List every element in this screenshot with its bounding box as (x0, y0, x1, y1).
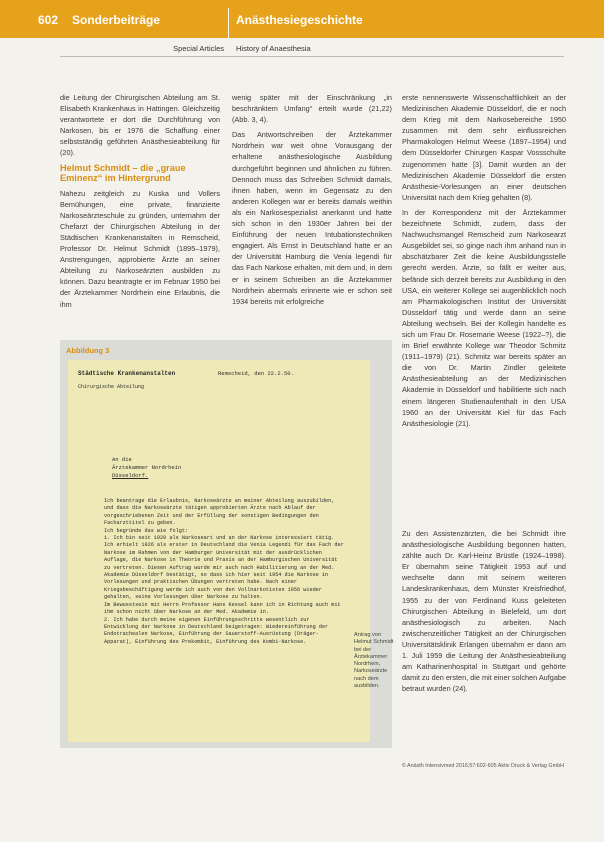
text-column-2 (232, 92, 392, 311)
paragraph: erste nennenswerte Wissenschaftlichkeit an der Medizinischen Akademie Düsseldorf, die er noch dem Krieg mit dem Narkosebereiche 1950 zusammen mit dem sehr einflussreichen Pharmakologen Helmut Weese (1897–1954) und dem Düsseldorfer Chirurgen Kaspar Vossschulte zugenommen hatte [3]. Damit wurden an der Medizinischen Akademie Düsseldorf die ersten Anästhesie-Vorlesungen an einer deutschen Universität nach dem Krieg gehalten (8). (402, 93, 566, 202)
figure-box (60, 340, 392, 748)
section-title: Sonderbeiträge (72, 13, 161, 27)
topic-subtitle: History of Anaesthesia (236, 44, 311, 53)
page-header (0, 0, 604, 38)
letter-scan (68, 360, 370, 742)
figure-label: Abbildung 3 (66, 346, 110, 355)
topic-title: Anästhesiegeschichte (236, 13, 363, 27)
paragraph: wenig später mit der Einschränkung „in beschränktem Umfang“ erteilt wurde (21,22) (Abb. 3, 4). (232, 93, 392, 125)
letter-date: Remscheid, den 22.2.50. (218, 370, 294, 377)
text-column-3 (402, 92, 566, 433)
header-divider (228, 8, 229, 38)
paragraph: die Leitung der Chirurgischen Abteilung am St. Elisabeth Krankenhaus in Hattingen. Gleichzeitig verantwortete er dort die Durchführung von Narkosen, bis er 1976 die Schaffung einer selbstständig geführten Anästhesieabteilung für (20). (60, 93, 220, 158)
paragraph: In der Korrespondenz mit der Ärztekammer bezeichnete Schmidt, zudem, dass der Nachwuchsmangel Remscheid zum Narkosearzt Ausgebildet sei, so ginge nach ihm anhand nun in abschätzbarer Zeit die keine Ausbildungsstelle gerecht werden. Ärzte, so fällt er weiter aus, befände sich derzeit bereits zur Ausbildung in den USA, ein weiterer Kollege sei augenblicklich noch am Pharmakologischen Institut der Universität Düsseldorf tätig und werde dann an seine Abteilung wechseln. Bei der Kollegin handelte es sich um Frau Dr. Rosemarie Weese (1922–?), die im Brief erwähnte Kollege war Theodor Schmitz (1911–1979) (21). Schmitz war bereits später an die von Dr. Martin Zindler geleitete Anästhesieabteilung an der Medizinischen Akademie in Düsseldorf und habilitierte sich nach einem längeren Studienaufenthalt in den USA 1960 an der Universität Kiel für das Fach Anästhesiologie (21). (402, 207, 566, 428)
letter-body: Ich beantrage die Erlaubnis, Narkoseärzte an meiner Abteilung auszubilden, und dass die Narkoseärzte tätigen approbierten Ärzte nach Ablauf der vorgeschriebenen Zeit und der Erfüllung der sonstigen Bedingungen den Facharzttitel zu geben. Ich begründe das wie folgt: 1. Ich bin seit 1920 als Narkoseart und an der Narkose interessiert tätig. Ich erhielt 1926 als erster in Deutschland die Venia Legendi für das Fach der Narkose im Rahmen von der Hamburger Universität mit der ausdrücklichen Auflage, die Narkose in Theorie und Praxis an der Hamburgischen Universität zu vertreten. Diesen Auftrag wurde mir auch nach Habilitierung an der Med. Akademie Düsseldorf bestätigt, so dass ich hier seit 1954 die Narkose in Vorlesungen und praktischen Übungen vertreten habe. Nach einer Kriegsbeschäftigung werde ich auch von den Vollnarkotisten 1956 wieder gehalten, seine Vorlesungen über Narkose zu halten. Im Bewusstsein mit Herrn Professor Hans Kessel kann ich in Richtung auch mit ihm schon nicht über Narkose an der Med. Akademie in. 2. Ich habe durch meine eigenen Einführungsschritte wesentlich zur Entwicklung der Narkose in Deutschland beigetragen: Wiedereinführung der Endotrachealen Narkose, Einführung der Sauerstoff-Ausrüstung (Dräger-Apparat), Einführung des Prekombit, Einführung des Kombi-Narkose. (104, 498, 344, 645)
text-column-1 (60, 92, 220, 314)
paragraph: Das Antwortschreiben der Ärztekammer Nordrhein war weit ohne Vorausgang der erhaltene anästhesiologische Ausbildung durchgeführt beginnen und ähnlichen zu führen. Dennoch muss das Schreiben Schmidt damals, ihnen haben, wenn im Gegensatz zu den anderen Kollegen war er bereits damals weithin als ein Narkosespezialist anerkannt und hatte sich schon in den 1930er Jahren bei der Einführung der neuen Intubationstechniken engagiert. Als Ernst in Deutschland hatte er an der Universität Hamburg die Venia legendi für das Fach Narkose erhalten, mit dem und, in dem er in seinem Schreiben an die Ärztekammer Nordrhein abermals erinnerte wie er schon seit 1934 bereits mit erfolgreiche (232, 130, 392, 306)
section-heading: Helmut Schmidt – die „graue Eminenz“ im Hintergrund (60, 162, 186, 184)
letter-address (112, 456, 181, 480)
header-rule (60, 56, 564, 57)
letterhead: Städtische Krankenanstalten (78, 370, 176, 377)
address-line: Düsseldorf. (112, 472, 149, 479)
paragraph: Zu den Assistenzärzten, die bei Schmidt ihre anästhesiologische Ausbildung begonnen hatten, zählte auch Dr. Karl-Heinz Brüstle (1924–1998). Er übernahm seine Tätigkeit 1953 auf und wechselte dann mit seinem weiteren Landeskrankenhaus, dem Münster Kreisfriedhof, 1955 zu der von Ferdinand Kuss geleiteten Chirurgischen Abteilung in Bielefeld, um dort anästhesiologisch zu arbeiten. Nach zwischenzeitlicher Tätigkeit an der Chirurgischen Universitätsklinik Erlangen übernahm er dann am 1. Juli 1959 die Leitung der Anästhesieabteilung am Katharinenhospital in Stuttgart und gehörte damit zu den ersten, die mit einer solchen Aufgabe betraut wurden (24). (402, 529, 566, 694)
paragraph: Nahezu zeitgleich zu Kuska und Vollers Bemühungen, eine private, finanzierte Narkoseärzteschule zu gründen, unternahm der Chefarzt der Chirurgischen Abteilung in der Städtischen Krankenanstalten in Remscheid, Professor Dr. Helmut Schmidt (1895–1979), Anstrengungen, approbierte Ärzte an seiner Abteilung zu Narkoseärzten ausbilden zu können. Dazu beantragte er im Februar 1950 bei der Ärztekammer Nordrhein eine Erlaubnis, die ihm (60, 188, 220, 309)
page-number: 602 (38, 13, 59, 27)
page-footer: © Anästh Intensivmed 2016;57:602-605 Aktiv Druck & Verlag GmbH (401, 763, 564, 769)
address-line: Ärztekammer Nordrhein (112, 464, 182, 471)
text-column-3-lower (402, 528, 566, 698)
section-subtitle: Special Articles (173, 44, 224, 53)
address-line: An die (112, 456, 132, 463)
letterhead-department: Chirurgische Abteilung (78, 384, 145, 390)
figure-caption: Antrag von Helmut Schmidt bei der Ärztekammer Nordrhein, Narkoseärzte nach dem ausbilden. (354, 632, 394, 690)
